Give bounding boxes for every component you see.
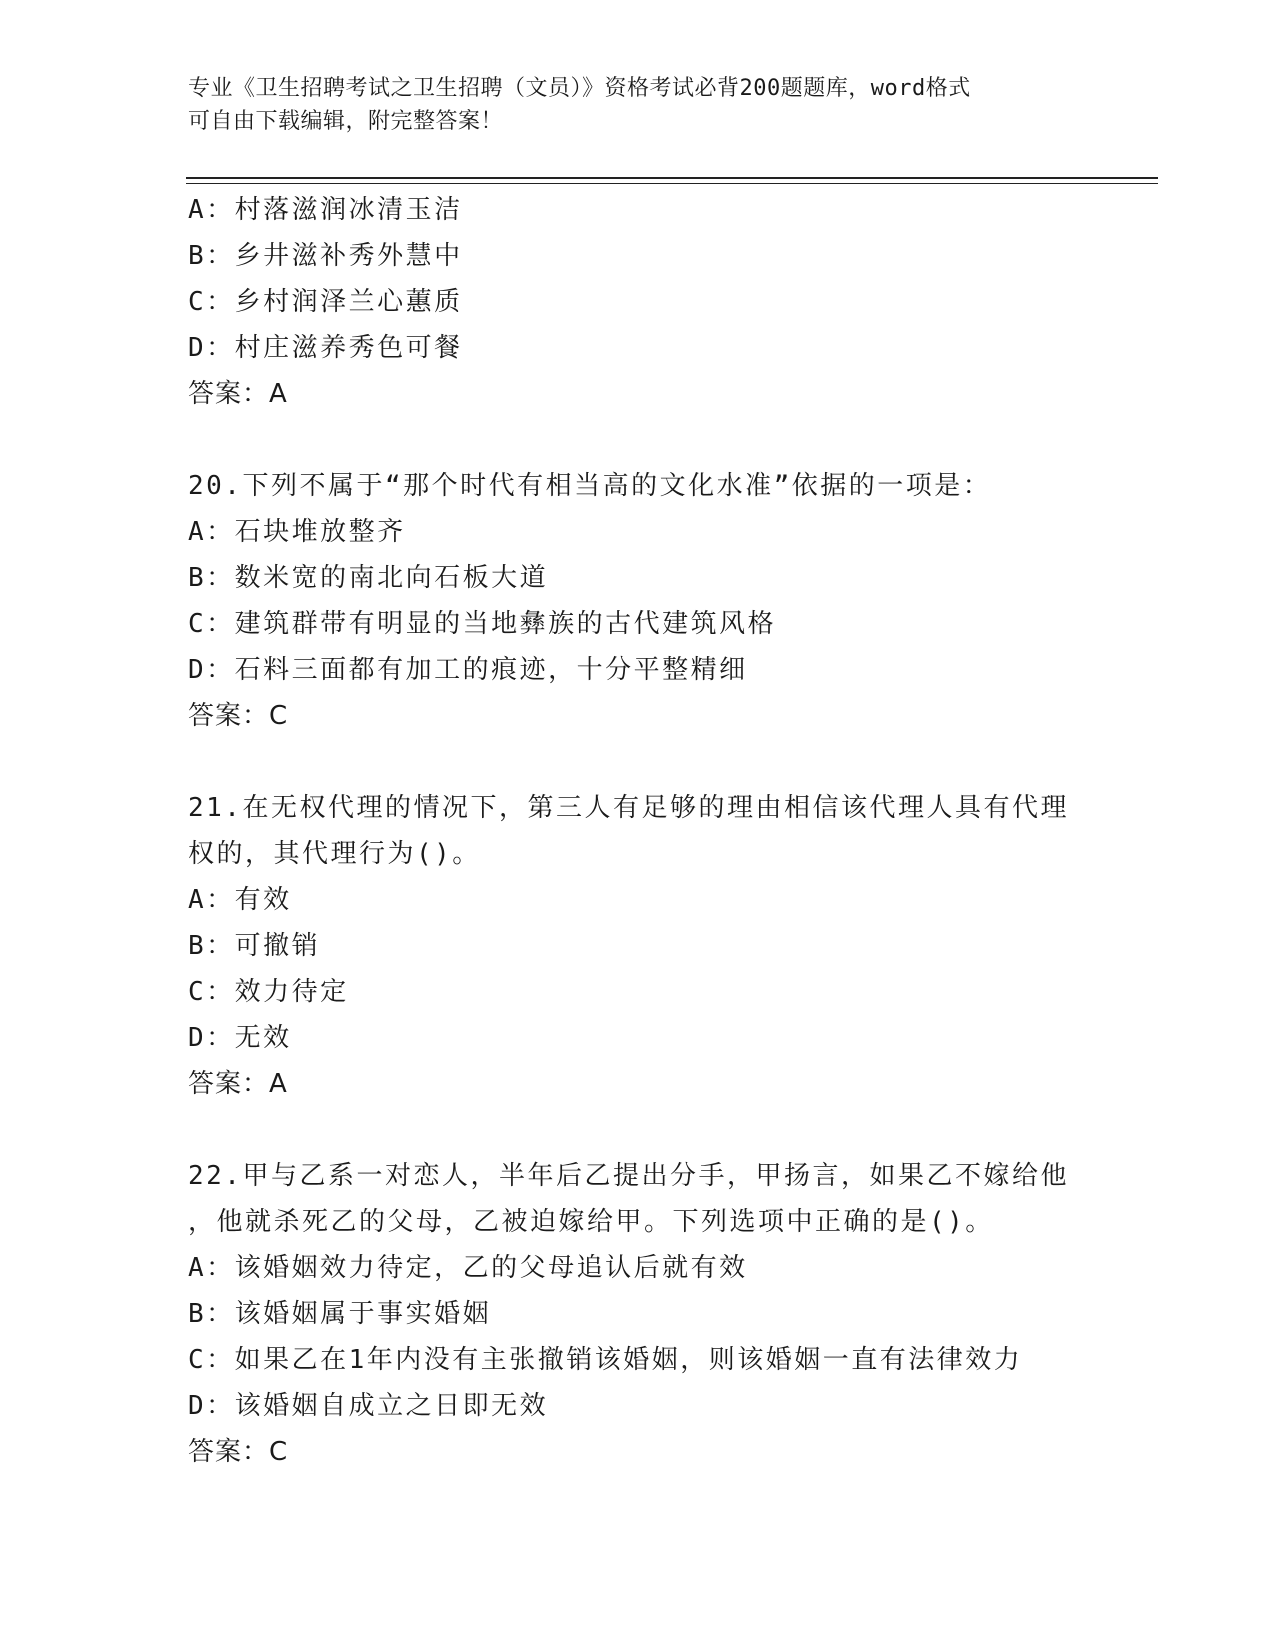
- spacer: [188, 417, 1088, 463]
- answer-line: 答案：A: [188, 1069, 288, 1099]
- option-a: A：有效: [188, 885, 292, 915]
- question-list: [188, 187, 1088, 1475]
- option-a: A：石块堆放整齐: [188, 517, 406, 547]
- answer-line: 答案：C: [188, 1437, 289, 1467]
- question-21-block: [188, 785, 1088, 1107]
- header-title-line-1: 专业《卫生招聘考试之卫生招聘（文员）》资格考试必背200题题库，word格式: [188, 76, 971, 101]
- answer-line: 答案：C: [188, 701, 289, 731]
- question-stem-line-1: 22.甲与乙系一对恋人，半年后乙提出分手，甲扬言，如果乙不嫁给他: [188, 1161, 1069, 1191]
- option-d: D：无效: [188, 1023, 292, 1053]
- option-b: B：该婚姻属于事实婚姻: [188, 1299, 492, 1329]
- spacer: [188, 739, 1088, 785]
- question-20-block: [188, 463, 1088, 739]
- option-a: A：村落滋润冰清玉洁: [188, 195, 463, 225]
- option-c: C：乡村润泽兰心蕙质: [188, 287, 463, 317]
- question-22-block: [188, 1153, 1088, 1475]
- option-d: D：石料三面都有加工的痕迹，十分平整精细: [188, 655, 748, 685]
- question-19-block: [188, 187, 1088, 417]
- question-stem-line-2: ，他就杀死乙的父母，乙被迫嫁给甲。下列选项中正确的是()。: [188, 1207, 994, 1237]
- option-d: D：该婚姻自成立之日即无效: [188, 1391, 549, 1421]
- header-title-line-2: 可自由下载编辑，附完整答案！: [188, 109, 504, 134]
- answer-line: 答案：A: [188, 379, 288, 409]
- option-b: B：数米宽的南北向石板大道: [188, 563, 549, 593]
- option-d: D：村庄滋养秀色可餐: [188, 333, 463, 363]
- question-stem: 20.下列不属于“那个时代有相当高的文化水准”依据的一项是：: [188, 471, 992, 501]
- question-stem-line-1: 21.在无权代理的情况下，第三人有足够的理由相信该代理人具有代理: [188, 793, 1069, 823]
- header-divider-thick: [186, 177, 1158, 179]
- option-c: C：如果乙在1年内没有主张撤销该婚姻，则该婚姻一直有法律效力: [188, 1345, 1023, 1375]
- spacer: [188, 1107, 1088, 1153]
- option-b: B：可撤销: [188, 931, 321, 961]
- option-c: C：建筑群带有明显的当地彝族的古代建筑风格: [188, 609, 777, 639]
- document-header: [188, 72, 1088, 138]
- option-a: A：该婚姻效力待定，乙的父母追认后就有效: [188, 1253, 748, 1283]
- option-b: B：乡井滋补秀外慧中: [188, 241, 463, 271]
- question-stem-line-2: 权的，其代理行为()。: [188, 839, 481, 869]
- option-c: C：效力待定: [188, 977, 349, 1007]
- header-divider-thin: [186, 183, 1158, 184]
